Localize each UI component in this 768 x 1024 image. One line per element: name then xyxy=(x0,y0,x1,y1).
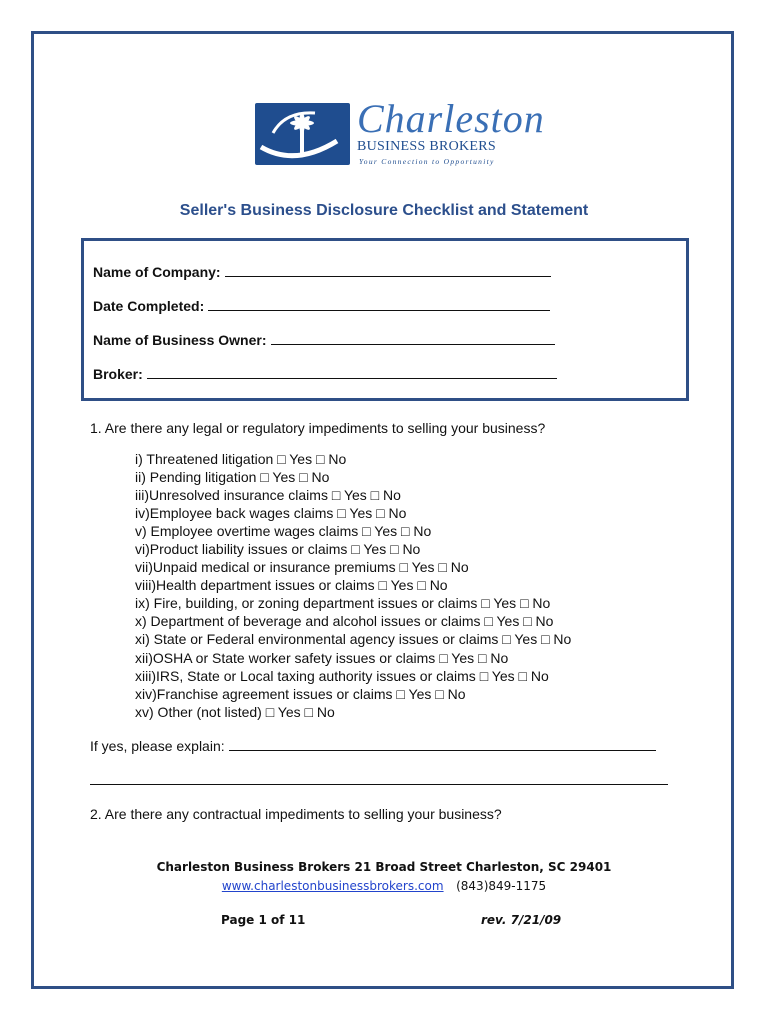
company-logo xyxy=(255,96,545,169)
company-field[interactable] xyxy=(93,263,551,280)
checklist-item[interactable]: v) Employee overtime wages claims □ Yes □ No xyxy=(135,523,432,540)
explain-continuation-line[interactable] xyxy=(90,784,668,785)
broker-input-line[interactable] xyxy=(147,365,557,379)
revision-date: rev. 7/21/09 xyxy=(481,913,562,927)
phone-number: (843)849-1175 xyxy=(456,879,547,893)
checklist-item[interactable]: viii)Health department issues or claims □ Yes □ No xyxy=(135,577,448,594)
broker-field[interactable] xyxy=(93,365,557,382)
checklist-item[interactable]: ii) Pending litigation □ Yes □ No xyxy=(135,469,330,486)
page-number: Page 1 of 11 xyxy=(221,913,306,927)
date-label: Date Completed: xyxy=(93,298,205,314)
logo-tagline: Your Connection to Opportunity xyxy=(359,157,495,166)
checklist-item[interactable]: xii)OSHA or State worker safety issues or claims □ Yes □ No xyxy=(135,649,509,666)
owner-label: Name of Business Owner: xyxy=(93,332,267,348)
checklist-item[interactable]: xiii)IRS, State or Local taxing authority issues or claims □ Yes □ No xyxy=(135,667,549,684)
checklist-item[interactable]: vi)Product liability issues or claims □ Yes □ No xyxy=(135,541,421,558)
logo-subtitle: BUSINESS BROKERS xyxy=(357,139,497,154)
company-label: Name of Company: xyxy=(93,264,221,280)
document-title: Seller's Business Disclosure Checklist and Statement xyxy=(179,202,589,219)
date-input-line[interactable] xyxy=(208,297,550,311)
checklist-item[interactable]: iv)Employee back wages claims □ Yes □ No xyxy=(135,505,407,522)
checklist xyxy=(135,450,571,721)
checklist-item[interactable]: i) Threatened litigation □ Yes □ No xyxy=(135,451,347,467)
info-box xyxy=(81,238,689,401)
question-1: 1. Are there any legal or regulatory impediments to selling your business? xyxy=(90,420,546,436)
explain-label: If yes, please explain: xyxy=(90,738,225,754)
checklist-item[interactable]: x) Department of beverage and alcohol issues or claims □ Yes □ No xyxy=(135,613,554,630)
website-link[interactable]: www.charlestonbusinessbrokers.com xyxy=(221,879,444,893)
palmetto-logo-icon xyxy=(255,103,350,165)
footer-contact xyxy=(0,879,768,893)
owner-field[interactable] xyxy=(93,331,555,348)
checklist-item[interactable]: ix) Fire, building, or zoning department issues or claims □ Yes □ No xyxy=(135,595,551,612)
checklist-item[interactable]: xi) State or Federal environmental agency issues or claims □ Yes □ No xyxy=(135,631,572,648)
broker-label: Broker: xyxy=(93,366,143,382)
company-input-line[interactable] xyxy=(225,263,551,277)
checklist-item[interactable]: xiv)Franchise agreement issues or claims □ Yes □ No xyxy=(135,685,466,702)
footer-address: Charleston Business Brokers 21 Broad Street Charleston, SC 29401 xyxy=(156,860,612,874)
date-field[interactable] xyxy=(93,297,550,314)
explain-field[interactable] xyxy=(90,737,656,754)
question-2: 2. Are there any contractual impediments to selling your business? xyxy=(90,806,502,822)
logo-name: Charleston xyxy=(357,96,545,141)
owner-input-line[interactable] xyxy=(271,331,555,345)
checklist-item[interactable]: vii)Unpaid medical or insurance premiums □ Yes □ No xyxy=(135,559,469,576)
checklist-item[interactable]: iii)Unresolved insurance claims □ Yes □ No xyxy=(135,487,401,504)
explain-input-line[interactable] xyxy=(229,737,656,751)
checklist-item[interactable]: xv) Other (not listed) □ Yes □ No xyxy=(135,703,335,720)
